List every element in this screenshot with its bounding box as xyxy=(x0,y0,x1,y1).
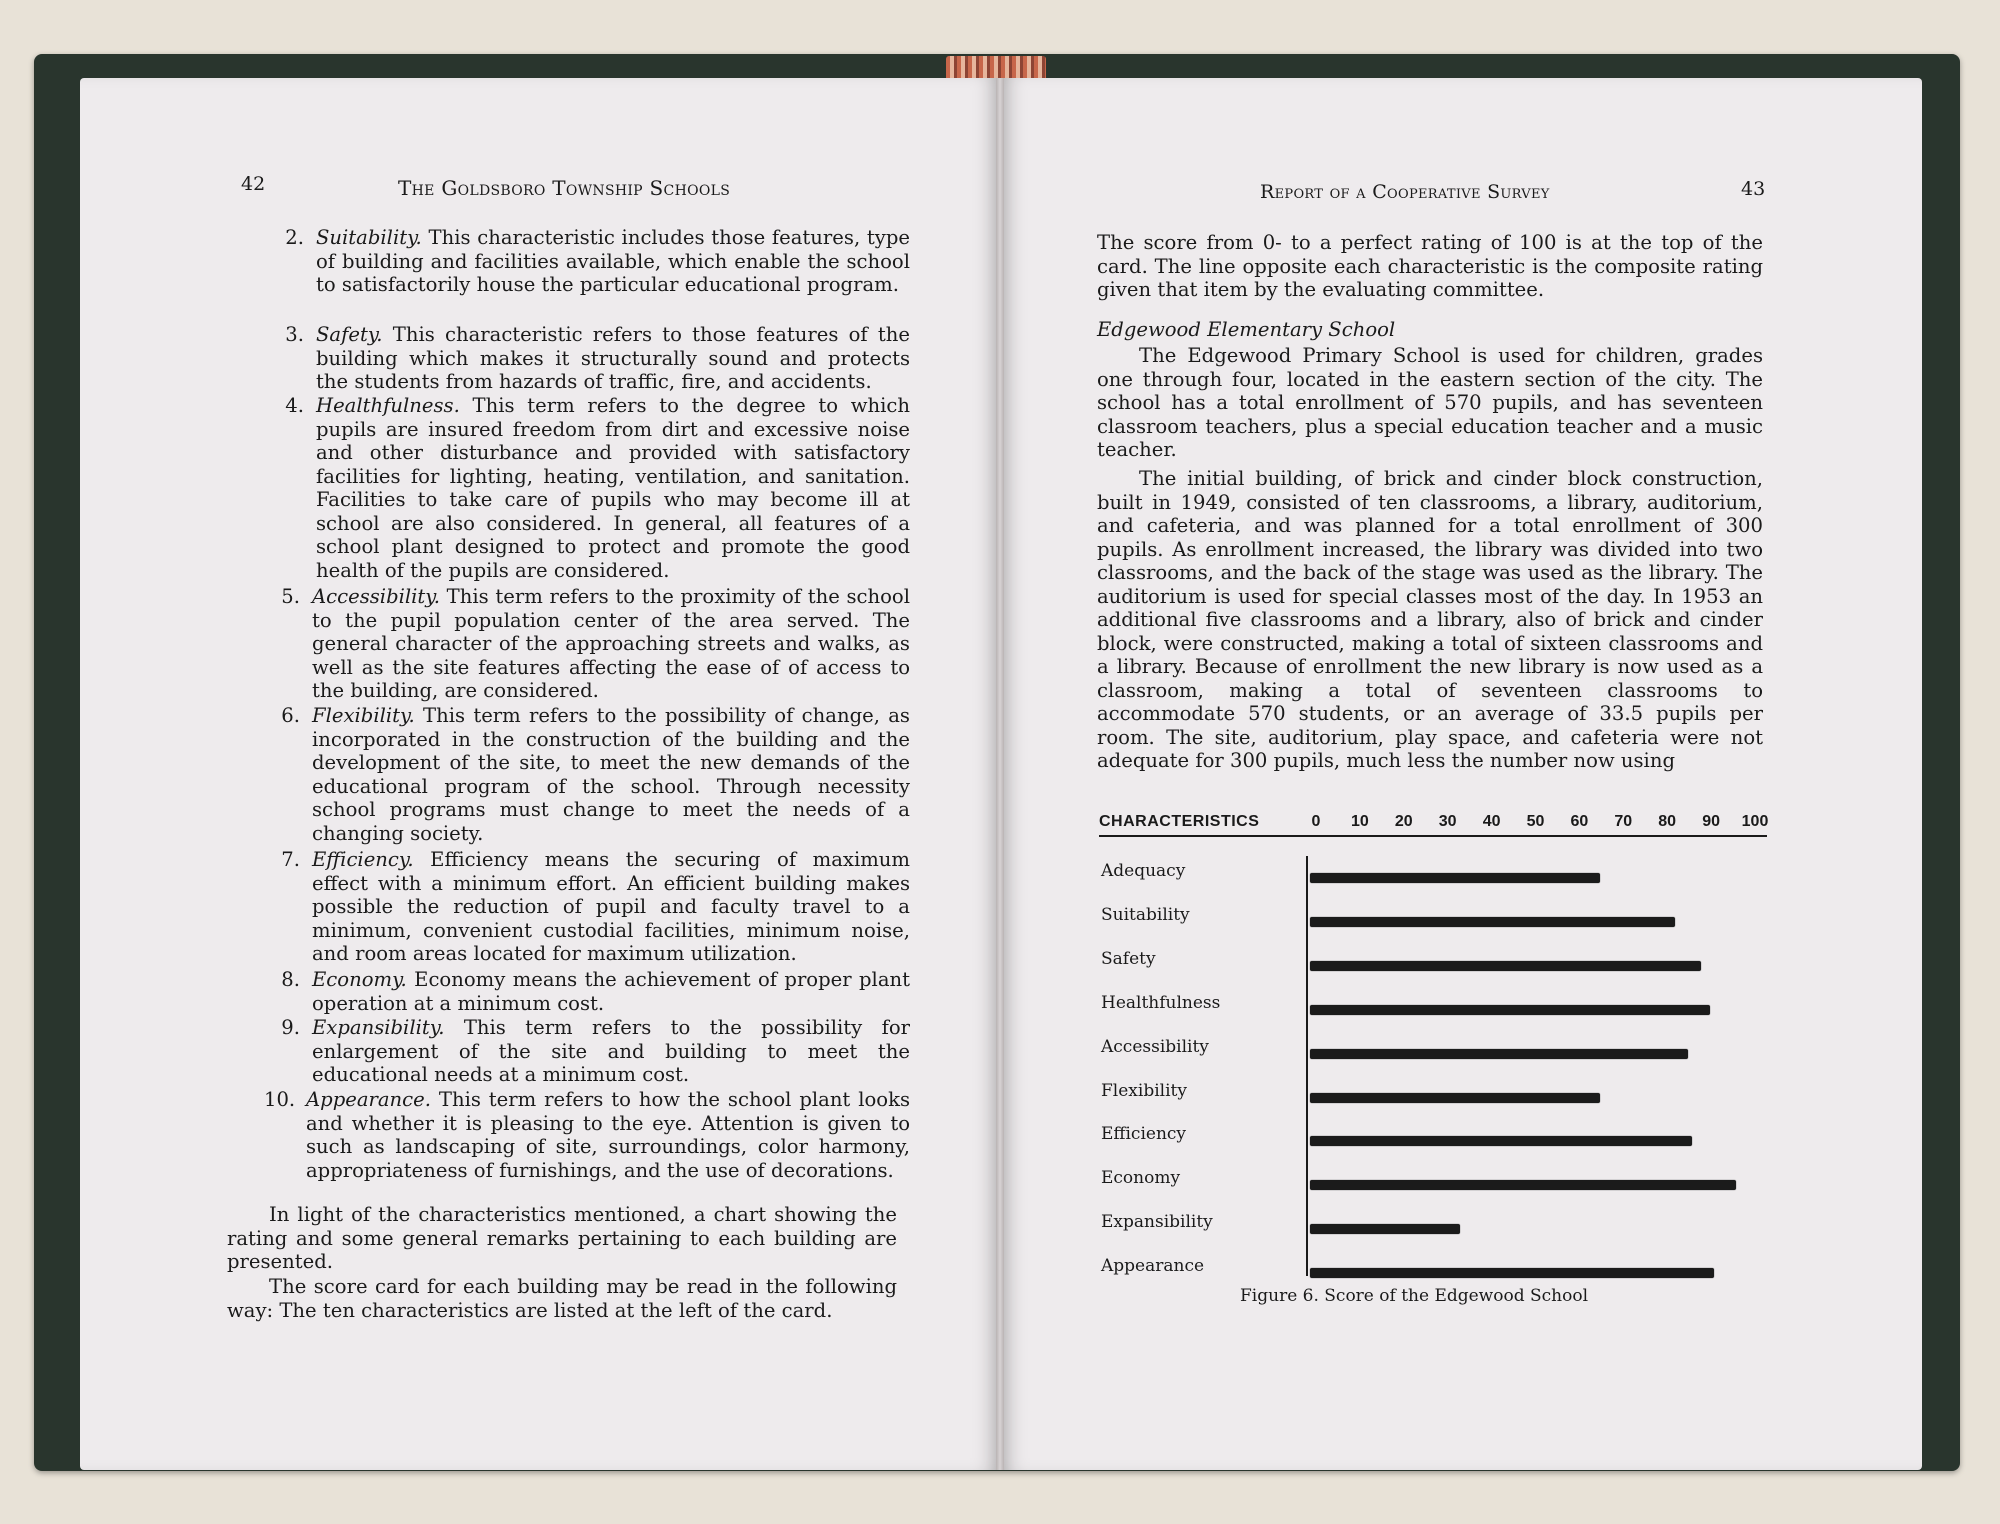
list-item-number: 7. xyxy=(281,848,300,871)
list-item-text: Efficiency means the securing of maximum effect with a minimum effort. An efficient building makes possible the reduction of pupil and faculty travel to a minimum, convenient custodial facilities, minimum noise, and room areas located for maximum utilization. xyxy=(312,848,910,965)
chart-header xyxy=(1099,811,1767,837)
right-running-head: Report of a Cooperative Survey xyxy=(1260,181,1550,203)
list-item-number: 4. xyxy=(285,394,304,417)
list-item-text: This term refers to the proximity of the school to the pupil population center of the area served. The general character of the approaching streets and walks, as well as the site features affecting the ease of of access to the building, are considered. xyxy=(312,585,910,702)
chart-tick-label: 20 xyxy=(1394,813,1413,830)
chart-tick-label: 90 xyxy=(1702,813,1720,830)
chart-category-label: Accessibility xyxy=(1101,1036,1209,1057)
list-item-text: This term refers to the degree to which pupils are insured freedom from dirt and excessive noise and other disturbance and provided with satisfactory facilities for lighting, heating, ventilation, and sanitation. Facilities to take care of pupils who may become ill at school are also considered. In general, all features of a school plant designed to protect and promote the good health of the pupils are considered. xyxy=(316,394,910,582)
chart-tick-label: 10 xyxy=(1350,813,1369,830)
chart-tick-label: 0 xyxy=(1311,813,1321,830)
list-item-term: Flexibility. xyxy=(312,704,415,727)
chart-bar xyxy=(1310,1180,1736,1190)
chart-tick-label: 40 xyxy=(1482,813,1501,830)
chart-tick-label: 60 xyxy=(1570,813,1589,830)
list-item-characteristic xyxy=(281,848,910,966)
chart-bar xyxy=(1310,1049,1688,1059)
left-paragraph-score-card: The score card for each building may be read in the following way: The ten characteristics are listed at the left of the card. xyxy=(227,1275,897,1322)
list-item-text: This term refers to the possibility for enlargement of the site and building to meet the educational needs at a minimum cost. xyxy=(312,1016,910,1086)
right-paragraph-edgewood-intro: The Edgewood Primary School is used for children, grades one through four, located in the eastern section of the city. The school has a total enrollment of 570 pupils, and has seventeen classroom teachers, plus a special education teacher and a music teacher. xyxy=(1097,344,1763,461)
chart-category-label: Flexibility xyxy=(1101,1080,1187,1101)
chart-category-label: Efficiency xyxy=(1101,1124,1187,1145)
chart-bar xyxy=(1310,1093,1600,1103)
list-item-text: Economy means the achievement of proper plant operation at a minimum cost. xyxy=(312,968,910,1015)
list-item-term: Accessibility. xyxy=(312,585,440,608)
list-item-term: Expansibility. xyxy=(312,1016,445,1039)
chart-category-label: Economy xyxy=(1101,1168,1181,1189)
chart-bar xyxy=(1310,1136,1692,1146)
list-item-number: 9. xyxy=(281,1016,300,1039)
chart-category-label: Safety xyxy=(1101,948,1156,969)
chart-bar xyxy=(1310,1224,1460,1234)
chart-bar xyxy=(1310,1268,1714,1278)
right-paragraph-building-history: The initial building, of brick and cinder block construction, built in 1949, consisted of ten classrooms, a library, auditorium, and cafeteria, and was planned for a total enrollment of 300 pupils. As enrollment increased, the library was divided into two classrooms, and the back of the stage was used as the library. The auditorium is used for special classes most of the day. In 1953 an additional five classrooms and a library, also of brick and cinder block, were constructed, making a total of sixteen classrooms and a library. Because of enrollment the new library is now used as a classroom, making a total of seventeen classrooms to accommodate 570 students, or an average of 33.5 pupils per room. The site, auditorium, play space, and cafeteria were not adequate for 300 pupils, much less the number now using xyxy=(1097,467,1763,772)
left-page-number: 42 xyxy=(241,173,266,195)
list-item-number: 8. xyxy=(281,968,300,991)
chart-bar xyxy=(1310,873,1600,883)
list-item-term: Suitability. xyxy=(316,226,422,249)
list-item-term: Safety. xyxy=(316,323,383,346)
list-item-characteristic xyxy=(285,226,910,297)
list-item-text: This characteristic includes those features, type of building and facilities available, which enable the school to satisfactorily house the particular educational program. xyxy=(316,226,910,296)
list-item-text: This characteristic refers to those features of the building which makes it structurally sound and protects the students from hazards of traffic, fire, and accidents. xyxy=(316,323,910,393)
figure-caption: Figure 6. Score of the Edgewood School xyxy=(1240,1286,1589,1306)
chart-bar xyxy=(1310,917,1675,927)
chart-title: CHARACTERISTICS xyxy=(1099,813,1260,830)
chart-category-label: Expansibility xyxy=(1101,1212,1213,1233)
list-item-number: 2. xyxy=(285,226,304,249)
chart-bar xyxy=(1310,1005,1710,1015)
right-page-number: 43 xyxy=(1741,178,1766,200)
list-item-number: 5. xyxy=(281,585,300,608)
list-item-term: Appearance. xyxy=(306,1088,431,1111)
right-paragraph-score-explanation: The score from 0- to a perfect rating of 100 is at the top of the card. The line opposite each characteristic is the composite rating given that item by the evaluating committee. xyxy=(1097,231,1763,301)
chart-category-label: Appearance xyxy=(1101,1256,1205,1277)
chart-tick-label: 70 xyxy=(1614,813,1633,830)
left-paragraph-chart-intro: In light of the characteristics mentioned, a chart showing the rating and some general remarks pertaining to each building are presented. xyxy=(227,1203,897,1273)
list-item-term: Healthfulness. xyxy=(316,394,460,417)
list-item-characteristic xyxy=(285,323,910,394)
book-gutter xyxy=(996,78,1004,1470)
chart-category-label: Suitability xyxy=(1101,904,1190,925)
chart-category-label: Healthfulness xyxy=(1101,992,1221,1013)
chart-tick-label: 80 xyxy=(1658,813,1677,830)
list-item-characteristic xyxy=(281,585,910,703)
list-item-term: Efficiency. xyxy=(312,848,414,871)
section-heading-edgewood: Edgewood Elementary School xyxy=(1097,318,1396,341)
chart-axis-line xyxy=(1306,856,1308,1276)
list-item-characteristic xyxy=(281,704,910,845)
chart-tick-label: 100 xyxy=(1741,813,1769,830)
chart-tick-label: 30 xyxy=(1438,813,1457,830)
list-item-number: 10. xyxy=(264,1088,296,1111)
list-item-term: Economy. xyxy=(312,968,407,991)
list-item-text: This term refers to the possibility of change, as incorporated in the construction of the building and the development of the site, to meet the new demands of the educational program of the school. Through necessity school programs must change to meet the needs of a changing society. xyxy=(312,704,910,845)
list-item-number: 6. xyxy=(281,704,300,727)
list-item-characteristic xyxy=(264,1088,910,1182)
chart-category-label: Adequacy xyxy=(1101,861,1186,881)
chart-tick-label: 50 xyxy=(1526,813,1545,830)
list-item-number: 3. xyxy=(285,323,304,346)
left-running-head: The Goldsboro Township Schools xyxy=(398,176,731,200)
list-item-text: This term refers to how the school plant looks and whether it is pleasing to the eye. Attention is given to such as landscaping of site, surroundings, color harmony, appropriateness of furnishings, and the use of decorations. xyxy=(306,1088,910,1182)
list-item-characteristic xyxy=(285,394,910,582)
list-item-characteristic xyxy=(281,1016,910,1087)
chart-bar xyxy=(1310,961,1701,971)
list-item-characteristic xyxy=(281,968,910,1015)
